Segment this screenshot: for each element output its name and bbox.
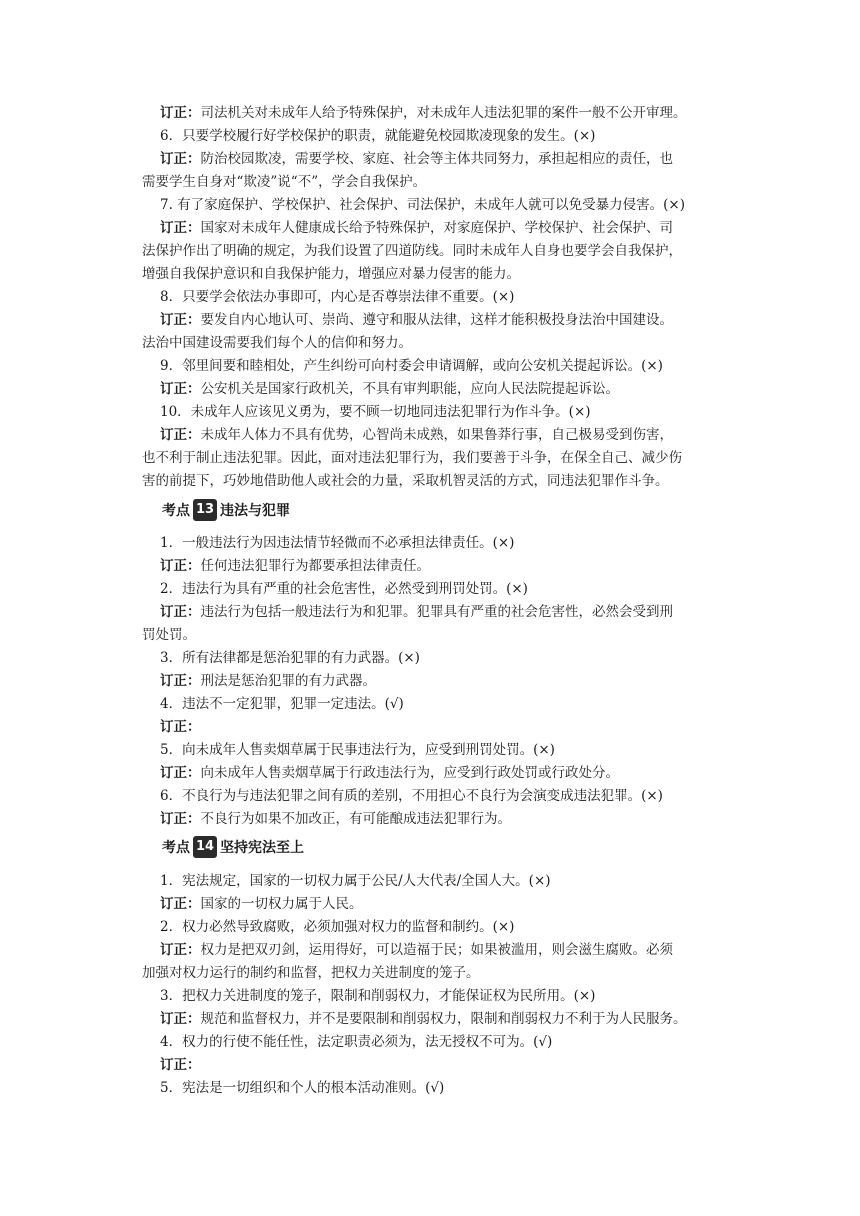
- correction-text: 也不利于制止违法犯罪。因此，面对违法犯罪行为，我们要善于斗争，在保全自己、减少伤: [142, 450, 682, 466]
- correction-line: [160, 378, 730, 401]
- question-text: 1．宪法规定，国家的一切权力属于公民/人大代表/全国人大。(×): [160, 873, 551, 889]
- correction-text: 权力是把双刃剑，运用得好，可以造福于民；如果被滥用，则会滋生腐败。必须: [200, 942, 673, 958]
- section-title: 违法与犯罪: [220, 503, 290, 519]
- correction-line: [160, 309, 730, 332]
- correction-line: [160, 555, 730, 578]
- question-line: [160, 1077, 730, 1100]
- section-continued-corrections: [142, 102, 730, 493]
- correction-line: [160, 893, 730, 916]
- correction-text: 要发自内心地认可、崇尚、遵守和服从法律，这样才能积极投身法治中国建设。: [200, 312, 673, 328]
- question-line: [160, 985, 730, 1008]
- question-text: 8．只要学会依法办事即可，内心是否尊崇法律不重要。(×): [160, 289, 515, 305]
- correction-label: 订正：: [160, 719, 201, 735]
- question-text: 5．向未成年人售卖烟草属于民事违法行为，应受到刑罚处罚。(×): [160, 742, 555, 758]
- correction-label: 订正：: [160, 312, 201, 328]
- correction-text: 法治中国建设需要我们每个人的信仰和努力。: [142, 335, 412, 351]
- correction-text: 向未成年人售卖烟草属于行政违法行为，应受到行政处罚或行政处分。: [200, 765, 619, 781]
- correction-line: [160, 670, 730, 693]
- correction-label: 订正：: [160, 765, 201, 781]
- question-line: [160, 1031, 730, 1054]
- correction-line: [160, 424, 730, 447]
- correction-label: 订正：: [160, 427, 201, 443]
- question-line: [160, 286, 730, 309]
- section-number-badge: 13: [193, 499, 217, 521]
- question-text: 6．不良行为与违法犯罪之间有质的差别，不用担心不良行为会演变成违法犯罪。(×): [160, 788, 663, 804]
- correction-text: 法保护作出了明确的规定，为我们设置了四道防线。同时未成年人自身也要学会自我保护，: [142, 243, 682, 259]
- section-13-body: [142, 532, 730, 831]
- correction-label: 订正：: [160, 1057, 201, 1073]
- question-line: [160, 401, 730, 424]
- correction-continuation: [142, 624, 730, 647]
- correction-continuation: [142, 171, 730, 194]
- question-line: [160, 870, 730, 893]
- correction-text: 司法机关对未成年人给予特殊保护，对未成年人违法犯罪的案件一般不公开审理。: [200, 105, 687, 121]
- correction-text: 害的前提下，巧妙地借助他人或社会的力量，采取机智灵活的方式，同违法犯罪作斗争。: [142, 473, 669, 489]
- correction-label: 订正：: [160, 1011, 201, 1027]
- correction-label: 订正：: [160, 673, 201, 689]
- question-text: 2．权力必然导致腐败，必须加强对权力的监督和制约。(×): [160, 919, 515, 935]
- correction-text: 公安机关是国家行政机关，不具有审判职能，应向人民法院提起诉讼。: [200, 381, 619, 397]
- question-line: [160, 194, 730, 217]
- correction-label: 订正：: [160, 381, 201, 397]
- question-text: 2．违法行为具有严重的社会危害性，必然受到刑罚处罚。(×): [160, 581, 528, 597]
- correction-line: [160, 762, 730, 785]
- section-prefix: 考点: [162, 840, 190, 856]
- correction-continuation: [142, 263, 730, 286]
- correction-label: 订正：: [160, 220, 201, 236]
- question-text: 4．权力的行使不能任性，法定职责必须为，法无授权不可为。(√): [160, 1034, 553, 1050]
- correction-label: 订正：: [160, 558, 201, 574]
- correction-label: 订正：: [160, 151, 201, 167]
- correction-text: 需要学生自身对“欺凌”说“不”，学会自我保护。: [142, 174, 427, 190]
- correction-label: 订正：: [160, 604, 201, 620]
- correction-text: 刑法是惩治犯罪的有力武器。: [200, 673, 376, 689]
- question-line: [160, 647, 730, 670]
- correction-continuation: [142, 470, 730, 493]
- correction-label: 订正：: [160, 811, 201, 827]
- correction-label: 订正：: [160, 896, 201, 912]
- correction-line: [160, 1008, 730, 1031]
- question-line: [160, 532, 730, 555]
- section-heading-14: [162, 834, 304, 860]
- correction-line: [160, 102, 730, 125]
- correction-text: 未成年人体力不具有优势，心智尚未成熟，如果鲁莽行事，自己极易受到伤害，: [200, 427, 673, 443]
- correction-continuation: [142, 962, 730, 985]
- question-line: [160, 693, 730, 716]
- question-line: [160, 125, 730, 148]
- section-title: 坚持宪法至上: [220, 840, 304, 856]
- question-line: [160, 355, 730, 378]
- correction-text: 国家的一切权力属于人民。: [200, 896, 363, 912]
- correction-line: [160, 716, 730, 739]
- question-text: 5．宪法是一切组织和个人的根本活动准则。(√): [160, 1080, 445, 1096]
- section-heading-13: [162, 497, 290, 523]
- question-text: 10．未成年人应该见义勇为，要不顾一切地同违法犯罪行为作斗争。(×): [160, 404, 591, 420]
- correction-continuation: [142, 240, 730, 263]
- question-text: 3．把权力关进制度的笼子，限制和削弱权力，才能保证权为民所用。(×): [160, 988, 596, 1004]
- correction-continuation: [142, 332, 730, 355]
- section-prefix: 考点: [162, 503, 190, 519]
- correction-text: 规范和监督权力，并不是要限制和削弱权力，限制和削弱权力不利于为人民服务。: [200, 1011, 687, 1027]
- correction-text: 任何违法犯罪行为都要承担法律责任。: [200, 558, 430, 574]
- question-line: [160, 578, 730, 601]
- question-line: [160, 785, 730, 808]
- section-14-body: [142, 870, 730, 1100]
- correction-line: [160, 1054, 730, 1077]
- correction-text: 违法行为包括一般违法行为和犯罪。犯罪具有严重的社会危害性，必然会受到刑: [200, 604, 673, 620]
- correction-line: [160, 939, 730, 962]
- correction-continuation: [142, 447, 730, 470]
- section-number-badge: 14: [193, 836, 217, 858]
- question-text: 1．一般违法行为因违法情节轻微而不必承担法律责任。(×): [160, 535, 515, 551]
- correction-text: 罚处罚。: [142, 627, 196, 643]
- correction-label: 订正：: [160, 942, 201, 958]
- correction-text: 增强自我保护意识和自我保护能力，增强应对暴力侵害的能力。: [142, 266, 520, 282]
- correction-text: 加强对权力运行的制约和监督，把权力关进制度的笼子。: [142, 965, 480, 981]
- question-line: [160, 916, 730, 939]
- correction-line: [160, 601, 730, 624]
- correction-text: 不良行为如果不加改正，有可能酿成违法犯罪行为。: [200, 811, 511, 827]
- correction-text: 国家对未成年人健康成长给予特殊保护，对家庭保护、学校保护、社会保护、司: [200, 220, 673, 236]
- correction-line: [160, 808, 730, 831]
- correction-line: [160, 217, 730, 240]
- question-text: 6．只要学校履行好学校保护的职责，就能避免校园欺凌现象的发生。(×): [160, 128, 596, 144]
- correction-text: 防治校园欺凌，需要学校、家庭、社会等主体共同努力，承担起相应的责任，也: [200, 151, 673, 167]
- question-text: 4．违法不一定犯罪，犯罪一定违法。(√): [160, 696, 404, 712]
- question-line: [160, 739, 730, 762]
- correction-label: 订正：: [160, 105, 201, 121]
- question-text: 7. 有了家庭保护、学校保护、社会保护、司法保护，未成年人就可以免受暴力侵害。(×): [160, 197, 686, 213]
- question-text: 3．所有法律都是惩治犯罪的有力武器。(×): [160, 650, 420, 666]
- correction-line: [160, 148, 730, 171]
- question-text: 9．邻里间要和睦相处，产生纠纷可向村委会申请调解，或向公安机关提起诉讼。(×): [160, 358, 663, 374]
